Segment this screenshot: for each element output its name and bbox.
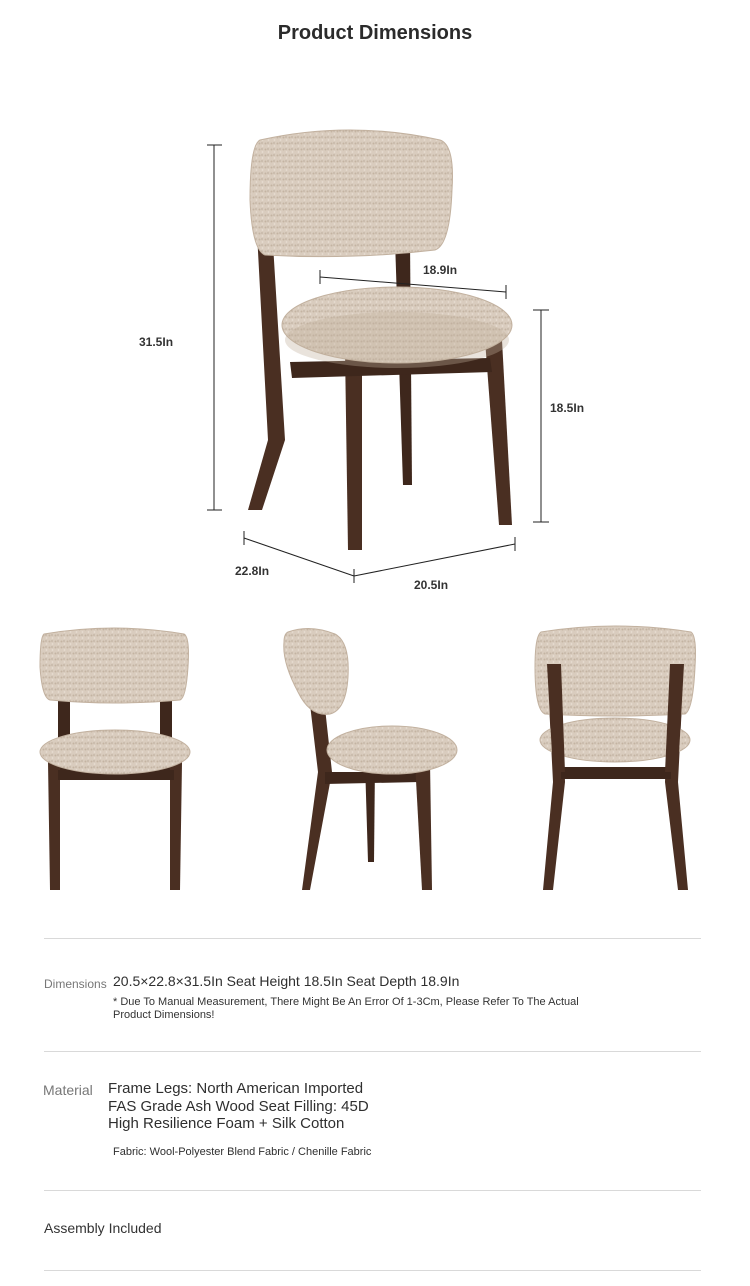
assembly-label: Assembly Included bbox=[44, 1220, 162, 1236]
material-value bbox=[108, 1080, 369, 1133]
page-title: Product Dimensions bbox=[277, 22, 473, 44]
seat-depth-dimension-label: 18.9In bbox=[423, 263, 458, 277]
material-label: Material bbox=[43, 1082, 93, 1098]
chair-main-illustration bbox=[0, 100, 750, 620]
height-dimension-label: 31.5In bbox=[139, 335, 174, 349]
seat-height-dimension-label: 18.5In bbox=[550, 401, 585, 415]
chair-side-view bbox=[270, 622, 470, 894]
chair-back-view bbox=[525, 622, 705, 894]
material-line-1: Frame Legs: North American Imported bbox=[108, 1080, 364, 1097]
material-line-3: High Resilience Foam + Silk Cotton bbox=[108, 1115, 345, 1132]
dimensions-value: 20.5×22.8×31.5In Seat Height 18.5In Seat Depth 18.9In bbox=[113, 973, 460, 989]
width-dimension-label: 20.5In bbox=[414, 578, 449, 592]
divider bbox=[44, 1270, 701, 1271]
divider bbox=[44, 1190, 701, 1191]
fabric-value: Fabric: Wool-Polyester Blend Fabric / Chenille Fabric bbox=[113, 1146, 372, 1158]
divider bbox=[44, 1051, 701, 1052]
dimensions-note: * Due To Manual Measurement, There Might Be An Error Of 1-3Cm, Please Refer To The Actual Product Dimensions! bbox=[113, 996, 579, 1021]
material-line-2: FAS Grade Ash Wood Seat Filling: 45D bbox=[108, 1097, 369, 1115]
dimensions-label: Dimensions bbox=[44, 977, 107, 991]
chair-front-view bbox=[30, 622, 200, 894]
depth-dimension-label: 22.8In bbox=[235, 564, 270, 578]
divider bbox=[44, 938, 701, 939]
